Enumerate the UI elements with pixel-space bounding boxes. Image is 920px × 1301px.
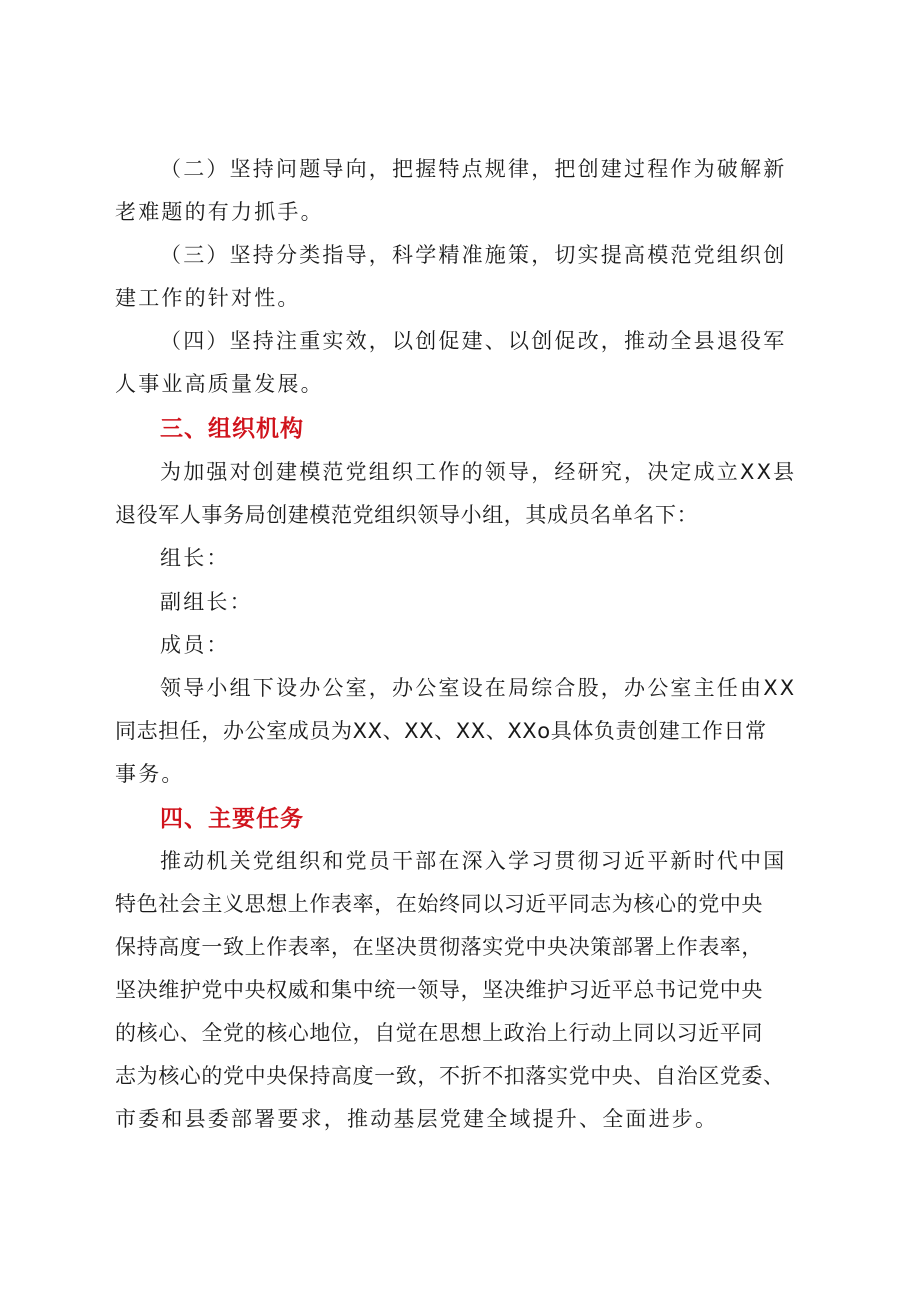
section-4-heading: 四、主要任务 (160, 806, 304, 832)
principle-4-line-2: 人事业高质量发展。 (115, 372, 324, 396)
task-line: 市委和县委部署要求，推动基层党建全域提升、全面进步。 (115, 1107, 719, 1131)
task-line: 特色社会主义思想上作表率，在始终同以习近平同志为核心的党中央 (115, 892, 763, 916)
task-line: 坚决维护党中央权威和集中统一领导，坚决维护习近平总书记党中央 (115, 978, 763, 1002)
task-line: 推动机关党组织和党员干部在深入学习贯彻习近平新时代中国 (160, 849, 787, 873)
members-label: 成员： (160, 633, 230, 657)
section-3-heading: 三、组织机构 (160, 416, 304, 442)
principle-2-line-1: （二）坚持问题导向，把握特点规律，把创建过程作为破解新 (160, 157, 787, 181)
task-line: 保持高度一致上作表率，在坚决贯彻落实党中央决策部署上作表率， (115, 935, 763, 959)
group-leader-label: 组长： (160, 546, 230, 570)
principle-2-line-2: 老难题的有力抓手。 (115, 200, 324, 224)
task-line: 志为核心的党中央保持高度一致，不折不扣落实党中央、自治区党委、 (115, 1064, 785, 1088)
office-line-1: 领导小组下设办公室，办公室设在局综合股，办公室主任由XX (160, 676, 797, 700)
deputy-leader-label: 副组长： (160, 590, 253, 614)
principle-4-line-1: （四）坚持注重实效，以创促建、以创促改，推动全县退役军 (160, 329, 787, 353)
org-intro-line-1: 为加强对创建模范党组织工作的领导，经研究，决定成立XX县 (160, 460, 797, 484)
principle-3-line-2: 建工作的针对性。 (115, 286, 301, 310)
office-line-2: 同志担任，办公室成员为XX、XX、XX、XXo具体负责创建工作日常 (115, 719, 767, 743)
principle-3-line-1: （三）坚持分类指导，科学精准施策，切实提高模范党组织创 (160, 243, 787, 267)
task-line: 的核心、全党的核心地位，自觉在思想上政治上行动上同以习近平同 (115, 1021, 763, 1045)
org-intro-line-2: 退役军人事务局创建模范党组织领导小组，其成员名单名下： (115, 503, 699, 527)
office-line-3: 事务。 (115, 762, 185, 786)
